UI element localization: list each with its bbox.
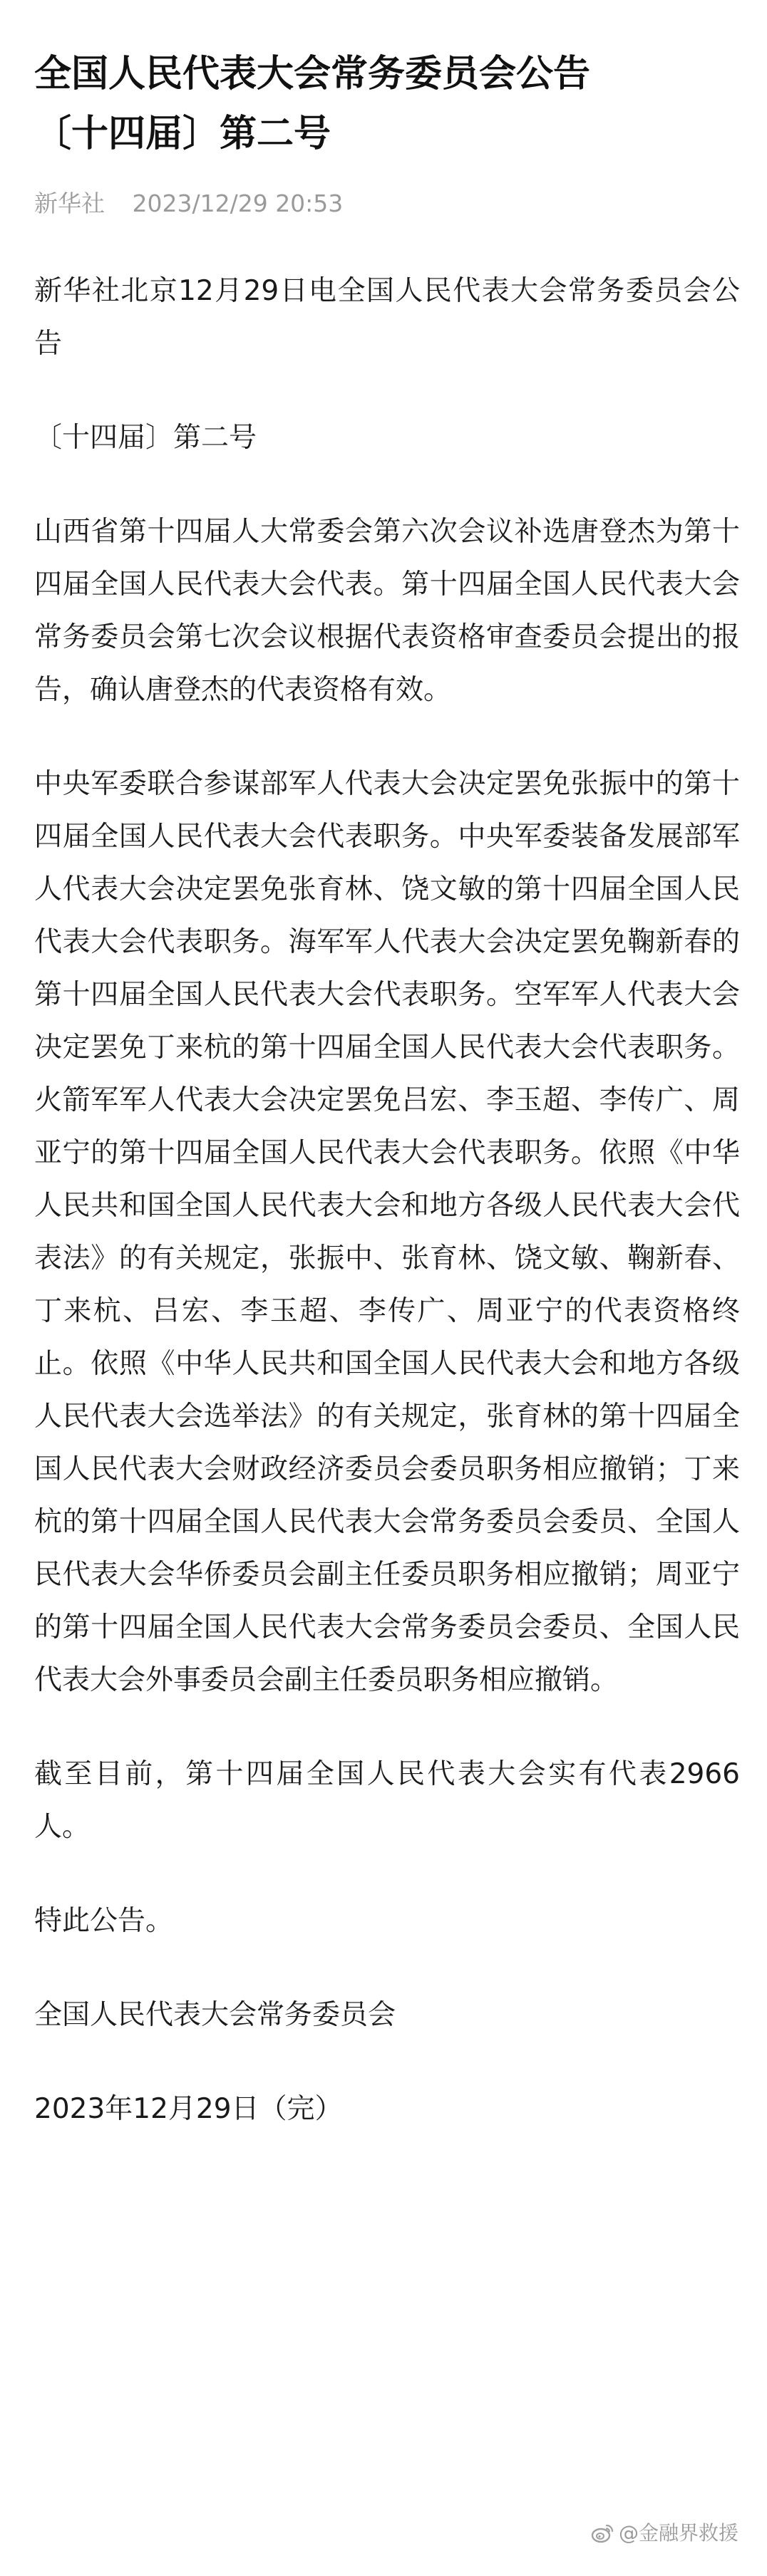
watermark-text: @金融界救援 xyxy=(618,2521,738,2545)
weibo-icon xyxy=(590,2521,614,2545)
paragraph-total: 截至目前，第十四届全国人民代表大会实有代表2966人。 xyxy=(34,1758,740,1843)
article-body xyxy=(34,265,740,2136)
article-meta xyxy=(34,187,740,221)
watermark xyxy=(590,2519,738,2548)
article xyxy=(34,44,740,2177)
paragraph-date: 2023年12月29日（完） xyxy=(34,2093,343,2125)
title-line-2: 〔十四届〕第二号 xyxy=(34,113,331,155)
paragraph-recall: 中央军委联合参谋部军人代表大会决定罢免张振中的第十四届全国人民代表大会代表职务。中央军委装备发展部军人代表大会决定罢免张育林、饶文敏的第十四届全国人民代表大会代表职务。海军军人代表大会决定罢免鞠新春的第十四届全国人民代表大会代表职务。空军军人代表大会决定罢免丁来杭的第十四届全国人民代表大会代表职务。火箭军军人代表大会决定罢免吕宏、李玉超、李传广、周亚宁的第十四届全国人民代表大会代表职务。依照《中华人民共和国全国人民代表大会和地方各级人民代表大会代表法》的有关规定，张振中、张育林、饶文敏、鞠新春、丁来杭、吕宏、李玉超、李传广、周亚宁的代表资格终止。依照《中华人民共和国全国人民代表大会和地方各级人民代表大会选举法》的有关规定，张育林的第十四届全国人民代表大会财政经济委员会委员职务相应撤销；丁来杭的第十四届全国人民代表大会常务委员会委员、全国人民代表大会华侨委员会副主任委员职务相应撤销；周亚宁的第十四届全国人民代表大会常务委员会委员、全国人民代表大会外事委员会副主任委员职务相应撤销。 xyxy=(34,768,740,1696)
paragraph-number: 〔十四届〕第二号 xyxy=(34,422,257,454)
article-title xyxy=(34,44,740,164)
paragraph-issuer: 全国人民代表大会常务委员会 xyxy=(34,1999,396,2031)
publish-datetime: 2023/12/29 20:53 xyxy=(132,189,344,217)
paragraph-dateline: 新华社北京12月29日电全国人民代表大会常务委员会公告 xyxy=(34,275,740,360)
source-label[interactable]: 新华社 xyxy=(34,189,105,217)
paragraph-election: 山西省第十四届人大常委会第六次会议补选唐登杰为第十四届全国人民代表大会代表。第十四届全国人民代表大会常务委员会第七次会议根据代表资格审查委员会提出的报告，确认唐登杰的代表资格有效。 xyxy=(34,516,740,706)
paragraph-closing: 特此公告。 xyxy=(34,1905,174,1937)
title-line-1: 全国人民代表大会常务委员会公告 xyxy=(34,53,591,95)
